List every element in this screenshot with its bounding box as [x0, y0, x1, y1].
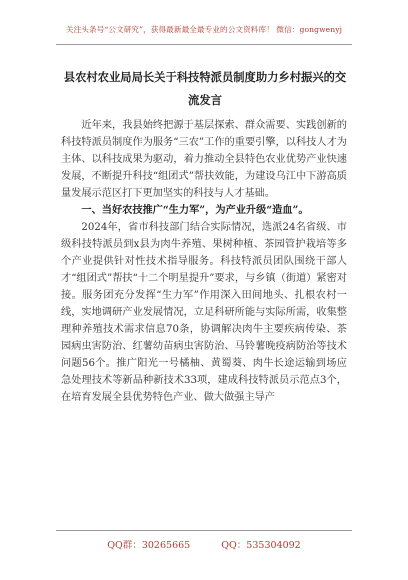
footer-banner [0, 537, 408, 551]
document-body [61, 117, 347, 406]
intro-paragraph: 近年来，我县始终把源于基层探索、群众需要、实践创新的科技特派员制度作为服务“三农”工作的重要引擎，以科技人才为主体、以科技成果为驱动，着力推动全县特色农业优势产业快速发展，不断提升科技“组团式”帮扶效能，为建设乌江中下游高质量发展示范区打下更加坚实的科技与人才基础。 [61, 120, 347, 199]
footer-divider [56, 530, 352, 531]
section-paragraph: 2024年，省市科技部门结合实际情况，选派24名省级、市级科技特派员到x县为肉牛养殖、果树种植、茶园管护栽培等多个产业提供针对性技术指导服务。科技特派员团队围绕干部人才“组团式”帮扶“十二个明星提升”要求，与乡镇（街道）紧密对接。服务团充分发挥“生力军”作用深入田间地头、扎根农村一线，实地调研产业发展情况，立足科研所能与实际所需，收集整理种养殖技术需求信息70条，协调解决肉牛主要疾病传染、茶园病虫害防治、红薯幼苗病虫害防治、马铃薯晚疫病防治等技术问题56个。推广阳光一号橘柚、黄蜀葵、肉牛长途运输到场应急处理技术等新品种新技术33项，建成科技特派员示范点3个，在培育发展全县优势特色产业、做大做强主导产 [61, 222, 347, 403]
header-divider [56, 44, 352, 45]
header-banner: 关注头条号“公文研究”，获得最新最全最专业的公文资料库！ 微信：gongwenyj [65, 25, 343, 34]
document-title: 县农村农业局局长关于科技特派员制度助力乡村振兴的交流发言 [63, 70, 347, 107]
section-heading: 一、当好农技推广“生力军”，为产业升级“造血”。 [81, 204, 309, 216]
qq-contact-text: QQ：535304092 [221, 540, 301, 551]
qq-group-text: QQ群：30265665 [107, 540, 191, 551]
